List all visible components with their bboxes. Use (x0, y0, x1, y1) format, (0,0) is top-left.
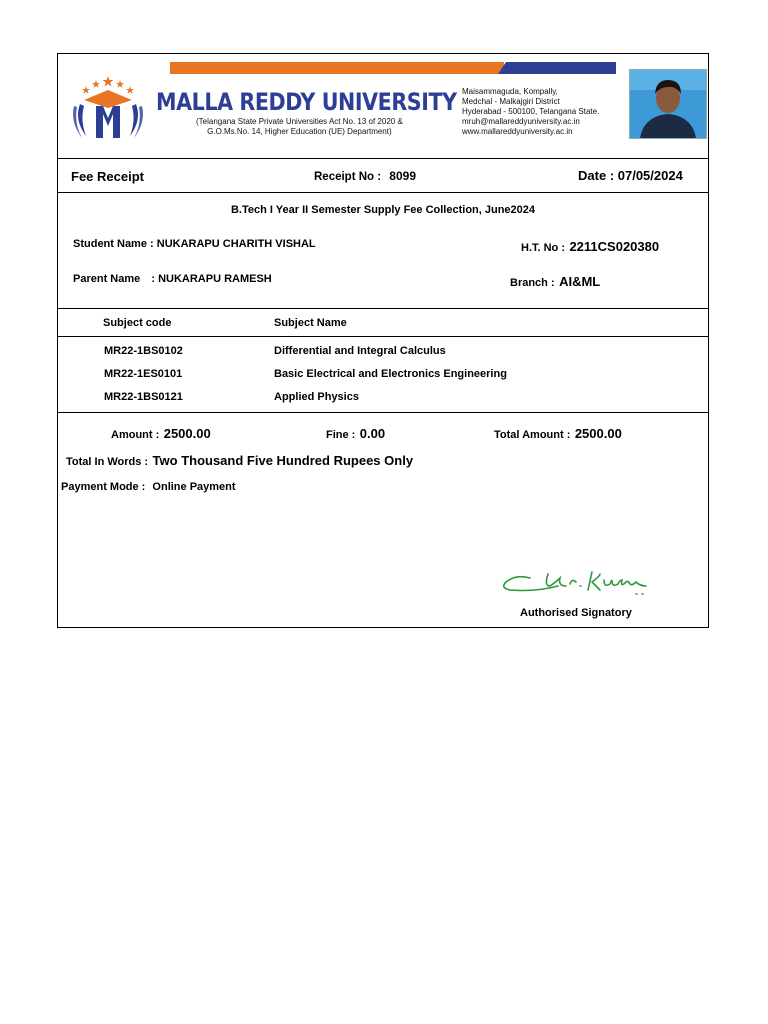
receipt-number (314, 169, 416, 183)
subject-name: Differential and Integral Calculus (274, 345, 446, 357)
branch (510, 273, 600, 291)
parent-name-value: NUKARAPU RAMESH (158, 273, 272, 285)
table-header-divider (58, 336, 708, 337)
course-title: B.Tech I Year II Semester Supply Fee Collection, June2024 (230, 204, 536, 216)
hall-ticket-number (521, 238, 659, 256)
student-name-value: NUKARAPU CHARITH VISHAL (156, 238, 316, 250)
amount-label: Amount : (111, 429, 160, 441)
receipt-number-label: Receipt No : (314, 171, 382, 183)
fee-receipt (57, 53, 709, 628)
hall-ticket-label: H.T. No : (521, 242, 565, 254)
subject-name: Basic Electrical and Electronics Engineering (274, 368, 507, 380)
fine-value: 0.00 (359, 426, 386, 441)
subject-name-header: Subject Name (274, 317, 347, 329)
subject-code: MR22-1BS0121 (104, 391, 183, 403)
total-amount (494, 425, 622, 443)
payment-mode-value: Online Payment (152, 481, 236, 493)
amount-value: 2500.00 (163, 426, 211, 441)
university-address (462, 87, 599, 137)
address-line: Medchal - Malkajgiri District (462, 97, 560, 106)
branch-label: Branch : (510, 277, 555, 289)
fine-label: Fine : (326, 429, 356, 441)
receipt-date (578, 168, 683, 183)
student-photo-image (630, 70, 706, 138)
parent-name-separator: : (151, 273, 155, 285)
address-email: mruh@mallareddyuniversity.ac.in (462, 117, 580, 126)
subject-code: MR22-1BS0102 (104, 345, 183, 357)
table-bottom-divider (58, 412, 708, 413)
parent-name-label: Parent Name (73, 273, 141, 285)
header-blue-bar (498, 62, 616, 74)
header-divider (58, 158, 708, 159)
act-line-2: G.O.Ms.No. 14, Higher Education (UE) Department) (207, 127, 392, 136)
act-line-1: (Telangana State Private Universities Act No. 13 of 2020 & (196, 117, 403, 126)
fine (326, 425, 385, 443)
hall-ticket-value: 2211CS020380 (569, 239, 660, 254)
subject-name: Applied Physics (274, 391, 359, 403)
payment-mode (61, 481, 236, 493)
student-photo (629, 69, 707, 139)
branch-value: AI&ML (559, 274, 601, 289)
address-website: www.mallareddyuniversity.ac.in (462, 127, 573, 136)
student-name (73, 238, 316, 250)
payment-mode-label: Payment Mode : (61, 481, 146, 493)
receipt-date-label: Date : (578, 168, 615, 183)
subject-code: MR22-1ES0101 (104, 368, 183, 380)
table-top-divider (58, 308, 708, 309)
total-in-words-value: Two Thousand Five Hundred Rupees Only (152, 453, 414, 468)
title-divider (58, 192, 708, 193)
university-crest-icon (66, 76, 150, 144)
header-orange-bar (170, 62, 500, 74)
address-line: Hyderabad - 500100, Telangana State. (462, 107, 600, 116)
authorised-signatory-label: Authorised Signatory (520, 607, 632, 619)
receipt-number-value: 8099 (389, 169, 416, 183)
table-row (58, 368, 708, 384)
amount (111, 425, 211, 443)
total-in-words (66, 452, 413, 470)
parent-name (73, 273, 272, 285)
total-in-words-label: Total In Words : (66, 456, 149, 468)
table-row (58, 391, 708, 407)
university-act-text (196, 117, 403, 137)
receipt-date-value: 07/05/2024 (617, 168, 683, 183)
signature-block (496, 564, 656, 619)
university-name: MALLA REDDY UNIVERSITY (156, 88, 457, 116)
total-amount-label: Total Amount : (494, 429, 571, 441)
subject-code-header: Subject code (103, 317, 172, 329)
table-row (58, 345, 708, 361)
handwritten-signature (496, 564, 656, 604)
receipt-title: Fee Receipt (71, 169, 144, 184)
address-line: Maisammaguda, Kompally, (462, 87, 558, 96)
student-name-label: Student Name : (73, 238, 154, 250)
total-amount-value: 2500.00 (574, 426, 622, 441)
